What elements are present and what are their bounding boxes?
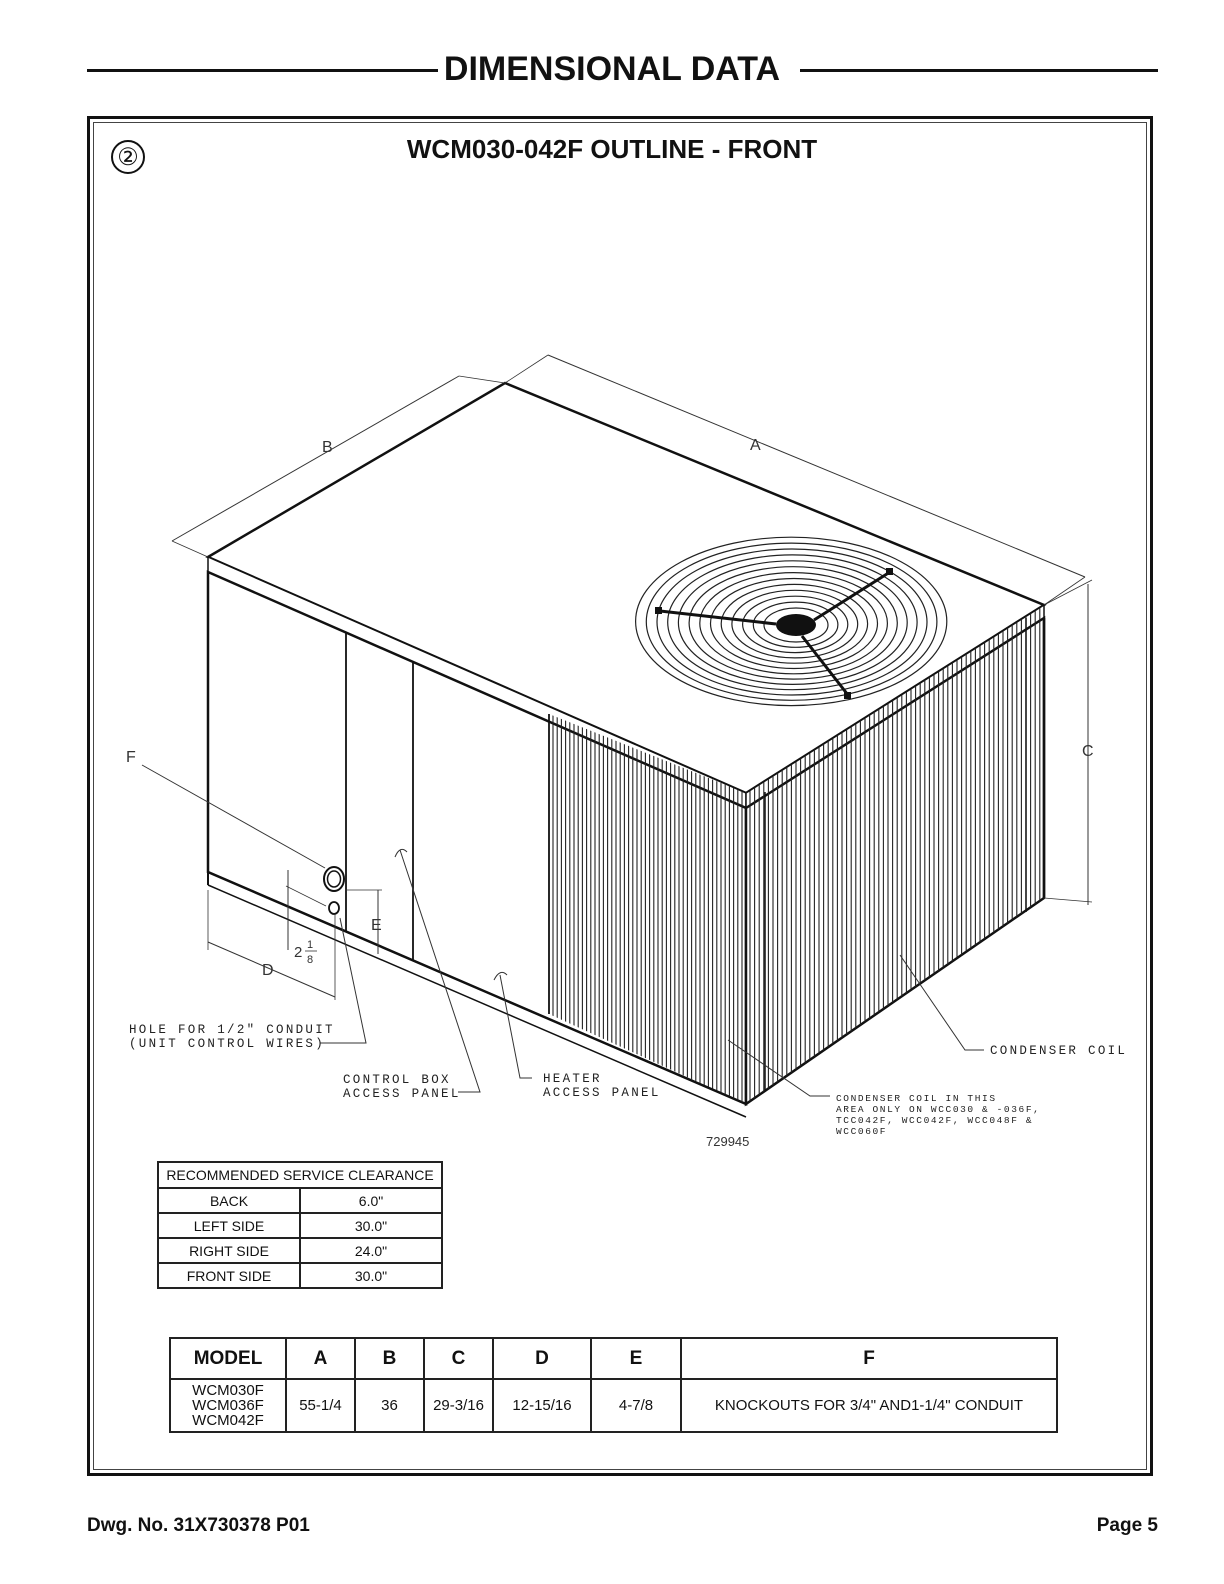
dim-label-den: 8 (307, 954, 314, 966)
model-name: WCM036F (192, 1397, 264, 1414)
callout-control-line2: ACCESS PANEL (343, 1087, 461, 1101)
dim-label-two: 2 (294, 944, 303, 961)
figure-title: WCM030-042F OUTLINE - FRONT (406, 134, 818, 164)
model-names-cell (170, 1379, 286, 1432)
col-header-c: C (424, 1338, 493, 1379)
drawing-number: 729945 (706, 1134, 750, 1149)
callout-hole-line1: HOLE FOR 1/2" CONDUIT (129, 1023, 335, 1037)
col-header-d: D (493, 1338, 591, 1379)
col-header-a: A (286, 1338, 355, 1379)
dim-label-e: E (371, 917, 382, 934)
dim-label-c: C (1082, 743, 1094, 760)
callout-control-line1: CONTROL BOX (343, 1073, 451, 1087)
clearance-table (157, 1161, 443, 1289)
dim-label-a: A (750, 437, 761, 454)
callout-note-line3: TCC042F, WCC042F, WCC048F & (836, 1115, 1034, 1126)
table-header-row (170, 1338, 1057, 1379)
cell-e: 4-7/8 (591, 1379, 681, 1432)
table-row (158, 1263, 442, 1288)
col-header-e: E (591, 1338, 681, 1379)
dim-label-b: B (322, 439, 333, 456)
cell-a: 55-1/4 (286, 1379, 355, 1432)
model-name: WCM030F (192, 1382, 264, 1399)
drawing-reference: Dwg. No. 31X730378 P01 (87, 1515, 310, 1536)
page-title: DIMENSIONAL DATA (0, 50, 1224, 89)
callout-note-line4: WCC060F (836, 1126, 888, 1137)
clearance-label: FRONT SIDE (158, 1263, 300, 1288)
dim-label-num: 1 (307, 939, 314, 951)
clearance-header: RECOMMENDED SERVICE CLEARANCE (158, 1162, 442, 1188)
clearance-label: BACK (158, 1188, 300, 1213)
clearance-value: 6.0" (300, 1188, 442, 1213)
figure-number-badge: ② (111, 140, 145, 174)
callout-note-line1: CONDENSER COIL IN THIS (836, 1093, 997, 1104)
model-dimension-table (169, 1337, 1058, 1433)
clearance-label: LEFT SIDE (158, 1213, 300, 1238)
callout-heater-line1: HEATER (543, 1072, 602, 1086)
clearance-value: 30.0" (300, 1263, 442, 1288)
table-row (158, 1238, 442, 1263)
col-header-b: B (355, 1338, 424, 1379)
table-row (158, 1213, 442, 1238)
col-header-f: F (681, 1338, 1057, 1379)
cell-d: 12-15/16 (493, 1379, 591, 1432)
model-name: WCM042F (192, 1412, 264, 1429)
table-row (170, 1379, 1057, 1432)
callout-condenser-coil: CONDENSER COIL (990, 1044, 1128, 1058)
clearance-label: RIGHT SIDE (158, 1238, 300, 1263)
cell-f: KNOCKOUTS FOR 3/4" AND1-1/4" CONDUIT (681, 1379, 1057, 1432)
cell-c: 29-3/16 (424, 1379, 493, 1432)
callout-heater-line2: ACCESS PANEL (543, 1086, 661, 1100)
dim-label-f: F (126, 749, 136, 766)
clearance-value: 30.0" (300, 1213, 442, 1238)
clearance-value: 24.0" (300, 1238, 442, 1263)
cell-b: 36 (355, 1379, 424, 1432)
fan-hub (776, 614, 816, 636)
col-header-model: MODEL (170, 1338, 286, 1379)
callout-hole-line2: (UNIT CONTROL WIRES) (129, 1037, 326, 1051)
page-number: Page 5 (1096, 1515, 1158, 1536)
callout-note-line2: AREA ONLY ON WCC030 & -036F, (836, 1104, 1041, 1115)
dim-label-d: D (262, 962, 274, 979)
conduit-hole-small (329, 902, 339, 914)
table-row (158, 1188, 442, 1213)
